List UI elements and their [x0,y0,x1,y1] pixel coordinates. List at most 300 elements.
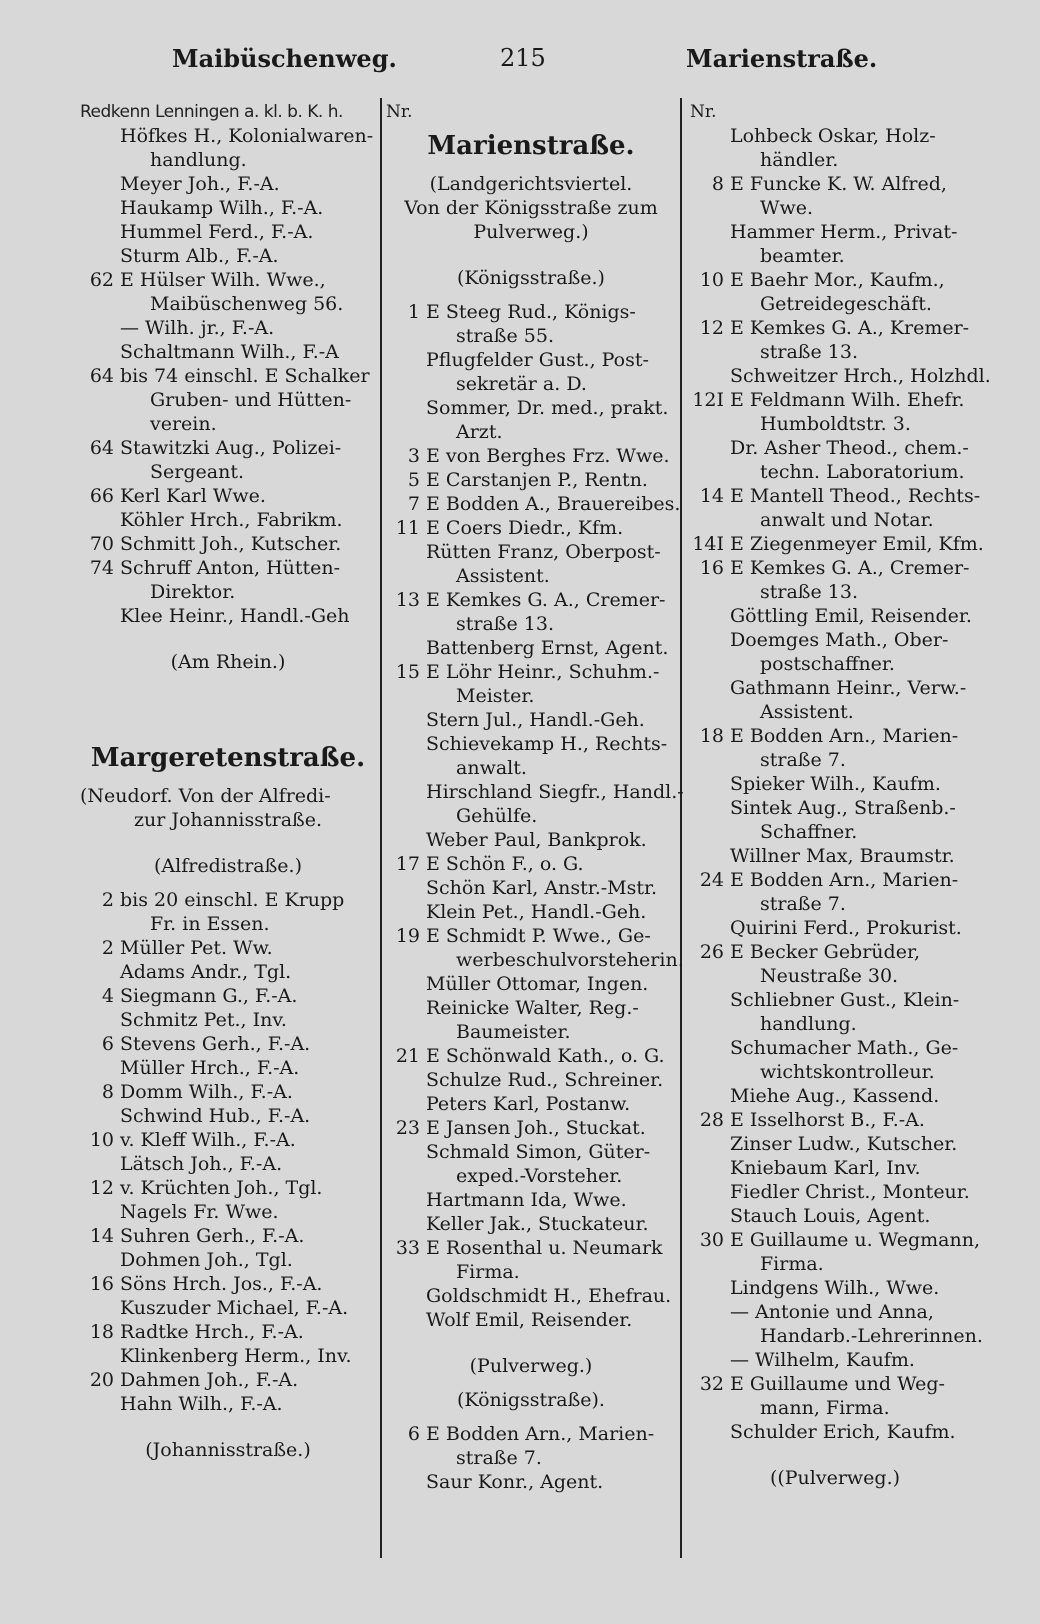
entry-text [730,1084,980,1108]
house-number [80,244,120,268]
entry-line: Stauch Louis, Agent. [730,1205,931,1227]
directory-entry [80,888,376,936]
house-number: 62 [89,269,114,291]
entry-text [730,844,980,868]
column-rule-2 [680,98,682,1558]
entry-line: — Wilhelm, Kaufm. [730,1349,915,1371]
entry-line: beamter. [760,245,845,267]
directory-entry [386,996,676,1044]
house-number: 64 [89,365,114,387]
entry-line: E Löhr Heinr., Schuhm.- [426,661,660,683]
house-number [690,988,730,1036]
entry-line: Klee Heinr., Handl.-Geh [120,605,350,627]
house-number [386,348,426,396]
entry-text [730,268,980,316]
house-number [80,1200,120,1224]
entry-line: Schievekamp H., Rechts- [426,733,668,755]
house-number: 14I [692,533,724,555]
directory-entry [80,1296,376,1320]
entry-line: Goldschmidt H., Ehefrau. [426,1285,672,1307]
house-number: 14 [89,1225,114,1247]
entry-text [730,868,980,916]
entry-text [730,436,980,484]
directory-entry [386,300,676,348]
entry-text [730,364,991,388]
entry-line: Battenberg Ernst, Agent. [426,637,669,659]
directory-entry [80,220,376,244]
entry-line: Schwind Hub., F.-A. [120,1105,311,1127]
entry-line: Gruben- und Hütten- [150,389,352,411]
directory-entry [386,708,676,732]
entry-line: Dr. Asher Theod., chem.- [730,437,969,459]
directory-entry [690,1204,980,1228]
directory-entry [386,780,684,828]
entry-line: Dahmen Joh., F.-A. [120,1369,299,1391]
directory-entry [690,724,980,772]
entry-text [730,940,980,988]
entry-line: Kniebaum Karl, Inv. [730,1157,921,1179]
left-entry-list [80,124,376,628]
entry-line: Schulze Rud., Schreiner. [426,1069,664,1091]
house-number [80,1344,120,1368]
house-number: 3 [407,445,420,467]
directory-entry [80,1176,376,1200]
entry-line: exped.-Vorsteher. [456,1165,623,1187]
entry-text [426,852,676,876]
entry-line: mann, Firma. [760,1397,890,1419]
entry-text [426,1044,676,1068]
entry-line: Göttling Emil, Reisender. [730,605,972,627]
house-number [386,1140,426,1188]
directory-entry [690,1036,980,1084]
directory-entry [386,732,676,780]
entry-line: E Guillaume und Weg- [730,1373,945,1395]
entry-line: E Steeg Rud., Königs- [426,301,636,323]
entry-text [426,1284,676,1308]
entry-line: Haukamp Wilh., F.-A. [120,197,324,219]
entry-text [730,772,980,796]
entry-line: straße 13. [760,341,858,363]
entry-line: E Feldmann Wilh. Ehefr. [730,389,965,411]
directory-entry [386,1422,676,1470]
entry-line: v. Kleff Wilh., F.-A. [120,1129,296,1151]
entry-text [120,888,376,936]
directory-entry [690,124,980,172]
entry-line: straße 13. [760,581,858,603]
entry-line: Nagels Fr. Wwe. [120,1201,279,1223]
directory-entry [386,1068,676,1092]
entry-text [730,1204,980,1228]
house-number [690,1132,730,1156]
entry-text [426,348,676,396]
entry-line: — Antonie und Anna, [730,1301,934,1323]
entry-line: Doemges Math., Ober- [730,629,949,651]
entry-line: handlung. [760,1013,857,1035]
house-number: 12I [692,389,724,411]
entry-text [730,556,980,604]
entry-text [426,1140,676,1188]
house-number: 13 [395,589,420,611]
directory-entry [80,1320,376,1344]
entry-line: E Ziegenmeyer Emil, Kfm. [730,533,984,555]
entry-text [730,796,980,844]
directory-entry [690,268,980,316]
entry-line: E von Berghes Frz. Wwe. [426,445,670,467]
entry-line: Gathmann Heinr., Verw.- [730,677,967,699]
house-number [80,1008,120,1032]
entry-line: Stern Jul., Handl.-Geh. [426,709,645,731]
house-number: 64 [89,437,114,459]
entry-line: Schaffner. [760,821,858,843]
entry-text [120,1128,376,1152]
house-number: 15 [395,661,420,683]
directory-entry [386,1188,676,1212]
directory-entry [386,444,676,468]
entry-line: Domm Wilh., F.-A. [120,1081,293,1103]
directory-entry [80,124,376,172]
directory-entry [386,1212,676,1236]
entry-text [426,972,676,996]
entry-line: Siegmann G., F.-A. [120,985,298,1007]
entry-text [426,1092,676,1116]
house-number: 7 [407,493,420,515]
entry-line: E Kemkes G. A., Cremer- [730,557,970,579]
entry-line: Hammer Herm., Privat- [730,221,958,243]
entry-line: Suhren Gerh., F.-A. [120,1225,305,1247]
house-number: 33 [395,1237,420,1259]
entry-text [730,1036,980,1084]
house-number [386,1284,426,1308]
entry-text [730,172,980,220]
entry-text [730,1276,980,1300]
section-am-rhein: (Am Rhein.) [170,651,286,673]
entry-line: Adams Andr., Tgl. [120,961,292,983]
house-number [386,708,426,732]
entry-line: E Guillaume u. Wegmann, [730,1229,980,1251]
entry-line: Rütten Franz, Oberpost- [426,541,661,563]
entry-line: Lindgens Wilh., Wwe. [730,1277,940,1299]
street-heading-margeretenstrasse: Margeretenstraße. [90,743,366,773]
entry-text [730,1228,980,1276]
house-number [690,1084,730,1108]
entry-line: E Funcke K. W. Alfred, [730,173,947,195]
entry-line: E Schönwald Kath., o. G. [426,1045,665,1067]
column-middle [386,100,684,1494]
entry-text [120,484,376,508]
house-number [386,732,426,780]
entry-line: Fr. in Essen. [150,913,270,935]
directory-entry [80,244,376,268]
directory-entry [690,316,980,364]
entry-line: E Bodden A., Brauereibes. [426,493,681,515]
entry-text [120,1296,376,1320]
directory-entry [690,628,980,676]
directory-entry [690,940,980,988]
entry-line: Firma. [456,1261,520,1283]
entry-text [120,1272,376,1296]
directory-entry [80,1128,376,1152]
directory-entry [386,828,676,852]
entry-line: handlung. [150,149,247,171]
entry-line: E Isselhorst B., F.-A. [730,1109,925,1131]
entry-text [730,220,980,268]
house-number: 18 [89,1321,114,1343]
entry-line: Sintek Aug., Straßenb.- [730,797,956,819]
directory-entry [386,588,676,636]
entry-line: E Schön F., o. G. [426,853,584,875]
entry-line: Miehe Aug., Kassend. [730,1085,940,1107]
house-number [690,916,730,940]
entry-text [120,1032,376,1056]
entry-line: Meyer Joh., F.-A. [120,173,280,195]
directory-entry [690,1084,980,1108]
house-number: 1 [407,301,420,323]
directory-entry [80,960,376,984]
directory-entry [690,364,991,388]
entry-text [426,444,676,468]
entry-text [730,1420,980,1444]
house-number [386,972,426,996]
entry-line: anwalt und Notar. [760,509,934,531]
entry-line: Hummel Ferd., F.-A. [120,221,314,243]
directory-entry [386,1308,676,1332]
house-number [386,1092,426,1116]
entry-line: straße 7. [760,893,846,915]
middle-entry-list [386,300,684,1332]
directory-entry [80,1080,376,1104]
entry-line: E Coers Diedr., Kfm. [426,517,624,539]
entry-line: Schulder Erich, Kaufm. [730,1421,956,1443]
entry-text [426,396,676,444]
entry-line: Getreidegeschäft. [760,293,932,315]
directory-entry [386,660,676,708]
entry-line: Lätsch Joh., F.-A. [120,1153,283,1175]
house-number [690,1276,730,1300]
house-number [386,636,426,660]
entry-text [730,988,980,1036]
entry-line: Schaltmann Wilh., F.-A [120,341,339,363]
house-number: 6 [101,1033,114,1055]
entry-text [730,124,980,172]
entry-line: straße 7. [760,749,846,771]
directory-entry [386,1092,676,1116]
house-number [80,508,120,532]
directory-entry [80,196,376,220]
entry-line: Stawitzki Aug., Polizei- [120,437,342,459]
entry-text [730,1156,980,1180]
entry-line: anwalt. [456,757,527,779]
house-number: 16 [699,557,724,579]
entry-text [426,876,676,900]
entry-text [120,244,376,268]
entry-line: Stevens Gerh., F.-A. [120,1033,311,1055]
entry-line: Müller Hrch., F.-A. [120,1057,300,1079]
directory-entry [80,1200,376,1224]
column-right [690,100,991,1500]
house-number [690,796,730,844]
directory-entry [386,516,676,540]
directory-entry [690,916,980,940]
entry-text [730,1132,980,1156]
directory-entry [386,1236,676,1284]
section-alfredistrasse: (Alfredistraße.) [154,855,302,877]
directory-entry [386,540,676,588]
house-number [386,1470,426,1494]
entry-line: Peters Karl, Postanw. [426,1093,631,1115]
entry-line: Wolf Emil, Reisender. [426,1309,633,1331]
house-number [386,540,426,588]
column-rule-1 [380,98,382,1558]
house-number: 26 [699,941,724,963]
entry-line: Neustraße 30. [760,965,899,987]
house-number [690,1156,730,1180]
entry-line: E Becker Gebrüder, [730,941,920,963]
directory-entry [386,1140,676,1188]
entry-text [120,340,376,364]
entry-text [120,124,376,172]
entry-text [120,1080,376,1104]
header-left-street: Maibüschenweg. [172,44,397,73]
entry-line: Sommer, Dr. med., prakt. [426,397,669,419]
entry-line: v. Krüchten Joh., Tgl. [120,1177,323,1199]
nr-label: Nr. [386,102,413,122]
entry-line: Wwe. [760,197,814,219]
directory-entry [80,1344,376,1368]
entry-text [730,1372,980,1420]
entry-line: E Jansen Joh., Stuckat. [426,1117,646,1139]
entry-text [426,1236,676,1284]
entry-line: Baumeister. [456,1021,571,1043]
entry-text [730,1108,980,1132]
entry-text [730,316,980,364]
entry-text [426,732,676,780]
entry-line: Söns Hrch. Jos., F.-A. [120,1273,323,1295]
entry-line: Arzt. [456,421,503,443]
house-number: 30 [699,1229,724,1251]
entry-line: Assistent. [760,701,854,723]
entry-line: Schmitz Pet., Inv. [120,1009,287,1031]
house-number: 14 [699,485,724,507]
house-number: 17 [395,853,420,875]
house-number [690,1300,730,1348]
directory-entry [690,1372,980,1420]
directory-entry [386,972,676,996]
entry-line: händler. [760,149,839,171]
entry-line: Handarb.-Lehrerinnen. [760,1325,983,1347]
entry-text [426,924,684,972]
section-koenigsstrasse-2: (Königsstraße). [457,1389,605,1411]
directory-entry [386,348,676,396]
entry-text [120,1056,376,1080]
directory-entry [690,772,980,796]
entry-line: Schmitt Joh., Kutscher. [120,533,342,555]
directory-entry [80,1272,376,1296]
directory-entry [80,484,376,508]
entry-text [120,1176,376,1200]
directory-entry [80,532,376,556]
house-number: 19 [395,925,420,947]
house-number [386,996,426,1044]
entry-line: straße 13. [456,613,554,635]
entry-text [730,916,980,940]
entry-line: Pflugfelder Gust., Post- [426,349,649,371]
street-description: (Landgerichtsviertel. Von der Königsstraße zum Pulverweg.) [404,173,658,243]
house-number [690,124,730,172]
entry-line: E Bodden Arn., Marien- [426,1423,655,1445]
entry-text [120,984,376,1008]
entry-text [120,172,376,196]
directory-entry [690,1300,983,1348]
directory-entry [80,364,376,436]
house-number [386,396,426,444]
house-number: 28 [699,1109,724,1131]
entry-text [730,532,984,556]
entry-text [426,660,676,708]
directory-entry [690,796,980,844]
entry-line: techn. Laboratorium. [760,461,965,483]
entry-line: E Carstanjen P., Rentn. [426,469,648,491]
directory-entry [80,268,376,316]
entry-text [730,628,980,676]
entry-line: Klinkenberg Herm., Inv. [120,1345,352,1367]
entry-text [730,388,980,436]
house-number [80,1104,120,1128]
entry-line: Höfkes H., Kolonialwaren- [120,125,374,147]
house-number [386,876,426,900]
entry-text [120,1320,376,1344]
house-number: 24 [699,869,724,891]
house-number: 8 [101,1081,114,1103]
entry-line: Weber Paul, Bankprok. [426,829,647,851]
section-koenigsstrasse: (Königsstraße.) [457,267,605,289]
house-number: 66 [89,485,114,507]
entry-line: E Mantell Theod., Rechts- [730,485,981,507]
entry-text [730,676,980,724]
house-number: 74 [89,557,114,579]
nr-label: Nr. [690,102,717,122]
directory-entry [80,556,376,604]
house-number: 12 [699,317,724,339]
directory-entry [386,396,676,444]
house-number: 12 [89,1177,114,1199]
directory-entry [80,1032,376,1056]
entry-line: Keller Jak., Stuckateur. [426,1213,649,1235]
entry-text [426,1116,676,1140]
directory-entry [80,1008,376,1032]
page-number: 215 [500,44,546,72]
house-number [690,364,730,388]
directory-entry [690,1180,980,1204]
house-number [690,436,730,484]
entry-text [120,436,376,484]
house-number [386,900,426,924]
directory-entry [690,532,984,556]
directory-entry [690,844,980,868]
directory-entry [80,1104,376,1128]
entry-line: Schliebner Gust., Klein- [730,989,960,1011]
entry-text [426,1308,676,1332]
entry-line: Fiedler Christ., Monteur. [730,1181,970,1203]
directory-entry [386,924,684,972]
entry-line: bis 74 einschl. E Schalker [120,365,370,387]
street-description: (Neudorf. Von der Alfredi- zur Johannisstraße. [80,785,331,831]
entry-text [120,316,376,340]
entry-text [426,996,676,1044]
house-number: 20 [89,1369,114,1391]
entry-line: Firma. [760,1253,824,1275]
house-number: 32 [699,1373,724,1395]
house-number [690,220,730,268]
